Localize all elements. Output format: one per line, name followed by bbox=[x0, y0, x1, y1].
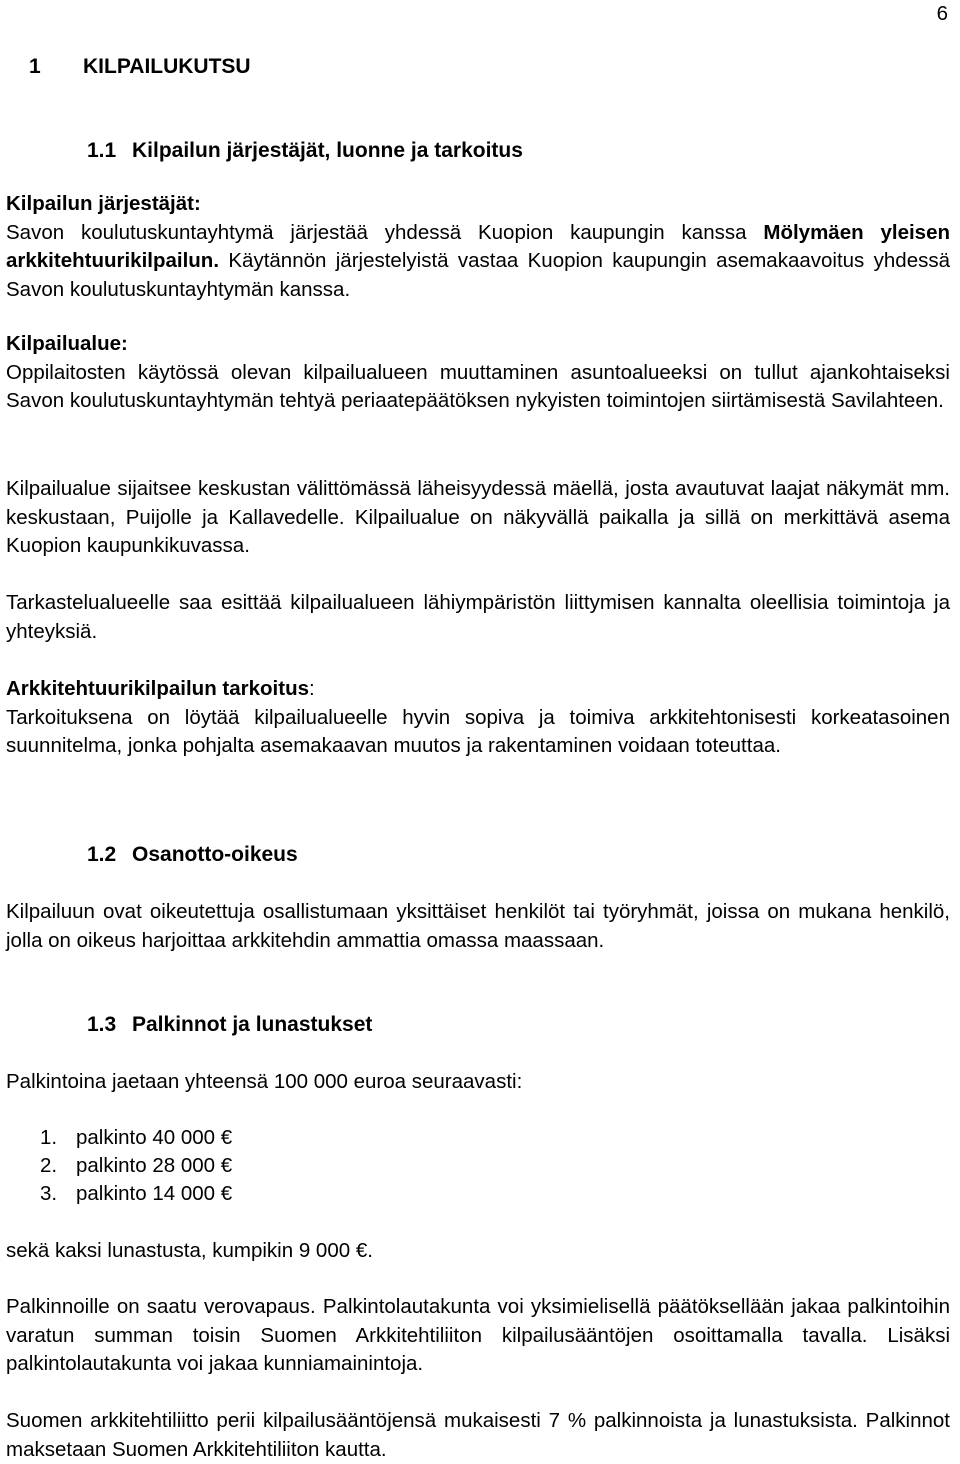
tax-paragraph: Palkinnoille on saatu verovapaus. Palkintolautakunta voi yksimielisellä päätöksellään jakaa palkintoihin varatun summan toisin Suomen Arkkitehtiliiton kilpailusääntöjen osoittamalla tavalla. Lisäksi palkintolautakunta voi jakaa kunniamainintoja. bbox=[6, 1295, 950, 1375]
organizers-text: Savon koulutuskuntayhtymä järjestää yhdessä Kuopion kaupungin kanssa bbox=[6, 220, 764, 244]
area-text: Oppilaitosten käytössä olevan kilpailualueen muuttaminen asuntoalueeksi on tullut ajankohtaiseksi Savon koulutuskuntayhtymän tehtyä periaatepäätöksen nykyisten toimintojen siirtämisestä Savilahteen. bbox=[6, 360, 950, 412]
list-item-number: 1. bbox=[40, 1126, 58, 1149]
list-item bbox=[6, 1152, 232, 1180]
list-item-text: palkinto 14 000 € bbox=[76, 1182, 233, 1205]
organizers-text-2: Käytännön järjestelyistä vastaa Kuopion kaupungin asemakaavoitus yhdessä Savon koulutuskuntayhtymän kanssa. bbox=[6, 249, 950, 301]
section-number: 1.2 bbox=[87, 843, 117, 866]
section-title: Kilpailun järjestäjät, luonne ja tarkoitus bbox=[132, 139, 523, 162]
list-item-number: 2. bbox=[40, 1154, 58, 1177]
list-item-text: palkinto 40 000 € bbox=[76, 1126, 233, 1149]
list-item bbox=[6, 1124, 232, 1152]
fee-paragraph: Suomen arkkitehtiliitto perii kilpailusääntöjensä mukaisesti 7 % palkinnoista ja lunastuksista. Palkinnot maksetaan Suomen Arkkitehtiliiton kautta. bbox=[6, 1409, 950, 1461]
section-number: 1.1 bbox=[87, 139, 117, 162]
section-heading-1-2 bbox=[87, 841, 298, 870]
competition-name: Mölymäen yleisen arkkitehtuurikilpailun. bbox=[6, 220, 951, 272]
purpose-label: Arkkitehtuurikilpailun tarkoitus bbox=[6, 677, 309, 700]
eligibility-paragraph: Kilpailuun ovat oikeutettuja osallistumaan yksittäiset henkilöt tai työryhmät, joissa on mukana henkilö, jolla on oikeus harjoittaa arkkitehdin ammattia omassa maassaan. bbox=[6, 900, 950, 952]
organizers-paragraph bbox=[6, 190, 950, 304]
section-number: 1 bbox=[29, 55, 41, 78]
area-paragraph bbox=[6, 330, 950, 416]
review-area-paragraph: Tarkastelualueelle saa esittää kilpailualueen lähiympäristön liittymisen kannalta oleellisia toimintoja ja yhteyksiä. bbox=[6, 591, 950, 643]
section-title: KILPAILUKUTSU bbox=[83, 55, 251, 78]
prize-list bbox=[6, 1124, 232, 1208]
section-heading-1 bbox=[29, 53, 251, 82]
area-description-paragraph: Kilpailualue sijaitsee keskustan välittömässä läheisyydessä mäellä, josta avautuvat laajat näkymät mm. keskustaan, Puijolle ja Kallavedelle. Kilpailualue on näkyvällä paikalla ja sillä on merkittävä asema Kuopion kaupunkikuvassa. bbox=[6, 477, 950, 557]
section-title: Palkinnot ja lunastukset bbox=[132, 1013, 373, 1036]
list-item-text: palkinto 28 000 € bbox=[76, 1154, 233, 1177]
prizes-intro: Palkintoina jaetaan yhteensä 100 000 euroa seuraavasti: bbox=[6, 1070, 523, 1093]
list-item-number: 3. bbox=[40, 1182, 58, 1205]
purpose-paragraph bbox=[6, 675, 950, 761]
section-number: 1.3 bbox=[87, 1013, 117, 1036]
section-heading-1-1 bbox=[87, 137, 523, 166]
redemptions-text: sekä kaksi lunastusta, kumpikin 9 000 €. bbox=[6, 1239, 373, 1262]
purpose-colon: : bbox=[309, 677, 315, 700]
section-title: Osanotto-oikeus bbox=[132, 843, 298, 866]
page-number: 6 bbox=[936, 2, 948, 25]
organizers-label: Kilpailun järjestäjät: bbox=[6, 192, 201, 215]
list-item bbox=[6, 1180, 232, 1208]
section-heading-1-3 bbox=[87, 1011, 372, 1040]
purpose-text: Tarkoituksena on löytää kilpailualueelle hyvin sopiva ja toimiva arkkitehtonisesti korkeatasoinen suunnitelma, jonka pohjalta asemakaavan muutos ja rakentaminen voidaan toteuttaa. bbox=[6, 705, 950, 757]
area-label: Kilpailualue: bbox=[6, 332, 128, 355]
